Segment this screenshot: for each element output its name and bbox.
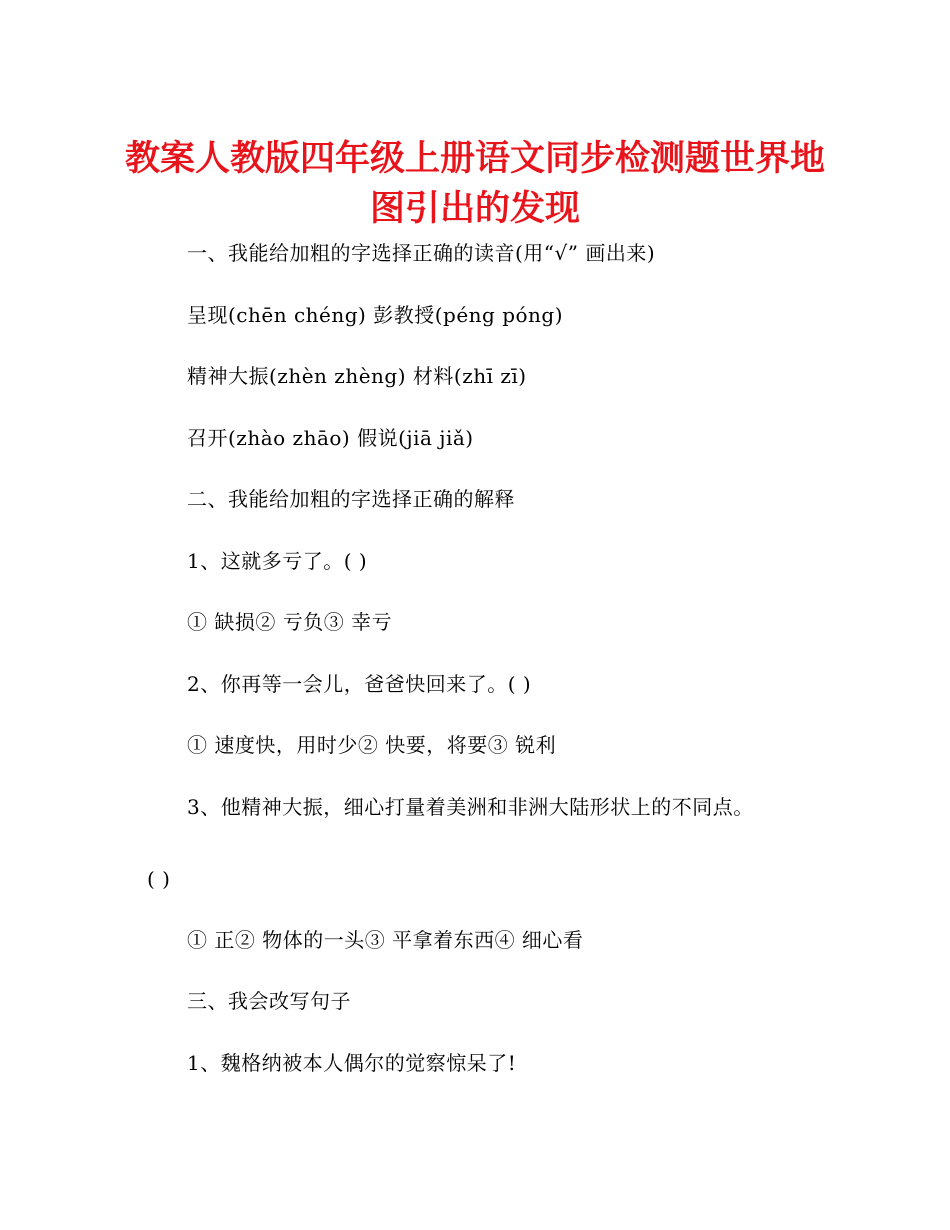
- question-3-blank: ( ): [147, 867, 171, 891]
- question-3-options: ① 正② 物体的一头③ 平拿着东西④ 细心看: [187, 928, 584, 952]
- pinyin-line-1: 呈现(chēn chéng) 彭教授(péng póng): [187, 303, 564, 327]
- section-1-heading: 一、我能给加粗的字选择正确的读音(用“√” 画出来): [187, 241, 656, 265]
- section-2-heading: 二、我能给加粗的字选择正确的解释: [187, 487, 515, 511]
- pinyin-line-2: 精神大振(zhèn zhèng) 材料(zhī zī): [187, 364, 527, 388]
- rewrite-sentence-1: 1、魏格纳被本人偶尔的觉察惊呆了!: [187, 1051, 517, 1075]
- question-2-options: ① 速度快，用时少② 快要，将要③ 锐利: [187, 733, 557, 757]
- question-1: 1、这就多亏了。( ): [187, 549, 368, 573]
- section-3-heading: 三、我会改写句子: [187, 989, 351, 1013]
- question-3: 3、他精神大振，细心打量着美洲和非洲大陆形状上的不同点。: [187, 795, 754, 819]
- document-title: 教案人教版四年级上册语文同步检测题世界地图引出的发现: [124, 139, 825, 229]
- question-2: 2、你再等一会儿，爸爸快回来了。( ): [187, 672, 532, 696]
- question-1-options: ① 缺损② 亏负③ 幸亏: [187, 610, 393, 634]
- pinyin-line-3: 召开(zhào zhāo) 假说(jiā jiǎ): [187, 426, 474, 450]
